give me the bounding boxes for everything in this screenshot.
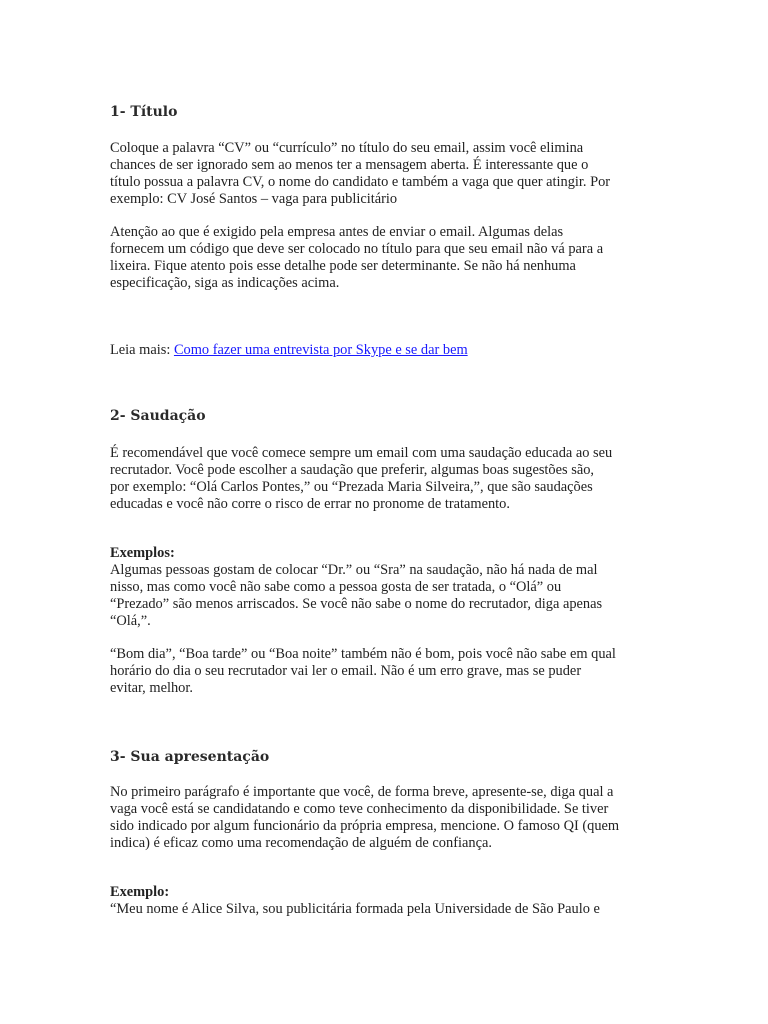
example-label: Exemplo: [110,884,170,900]
text-line: recrutador. Você pode escolher a saudação que preferir, algumas boas sugestões são, [110,462,594,478]
text-line: título possua a palavra CV, o nome do candidato e também a vaga que quer atingir. Por [110,174,611,190]
text-line: “Prezado” são menos arriscados. Se você não sabe o nome do recrutador, diga apenas [110,596,603,612]
read-more-link[interactable]: Como fazer uma entrevista por Skype e se dar bem [173,342,468,358]
text-line: especificação, siga as indicações acima. [110,275,340,291]
text-line: indica) é eficaz como uma recomendação de alguém de confiança. [110,835,492,851]
section-3-example [110,884,670,918]
section-2-heading: 2- Saudação [110,408,206,424]
text-line: fornecem um código que deve ser colocado no título para que seu email não vá para a [110,241,604,257]
text-line: Atenção ao que é exigido pela empresa antes de enviar o email. Algumas delas [110,224,564,240]
text-line: educadas e você não corre o risco de errar no pronome de tratamento. [110,496,510,512]
text-line: por exemplo: “Olá Carlos Pontes,” ou “Prezada Maria Silveira,”, que são saudações [110,479,593,495]
read-more [110,342,670,359]
section-3-paragraph-1 [110,784,670,852]
text-line: Algumas pessoas gostam de colocar “Dr.” ou “Sra” na saudação, não há nada de mal [110,562,598,578]
section-3-heading: 3- Sua apresentação [110,749,270,765]
section-1-paragraph-1 [110,140,670,208]
section-2-examples [110,545,670,630]
text-line: chances de ser ignorado sem ao menos ter a mensagem aberta. É interessante que o [110,157,589,173]
text-line: exemplo: CV José Santos – vaga para publicitário [110,191,398,207]
text-line: evitar, melhor. [110,680,193,696]
text-line: No primeiro parágrafo é importante que você, de forma breve, apresente-se, diga qual a [110,784,614,800]
text-line: “Meu nome é Alice Silva, sou publicitária formada pela Universidade de São Paulo e [110,901,600,917]
text-line: horário do dia o seu recrutador vai ler o email. Não é um erro grave, mas se puder [110,663,582,679]
read-more-prefix: Leia mais: [110,342,174,358]
text-line: lixeira. Fique atento pois esse detalhe pode ser determinante. Se não há nenhuma [110,258,576,274]
section-1-heading: 1- Título [110,104,178,120]
text-line: nisso, mas como você não sabe como a pessoa gosta de ser tratada, o “Olá” ou [110,579,562,595]
read-more-line [110,342,670,359]
examples-label: Exemplos: [110,545,175,561]
text-line: vaga você está se candidatando e como teve conhecimento da disponibilidade. Se tiver [110,801,609,817]
text-line: É recomendável que você comece sempre um email com uma saudação educada ao seu [110,445,613,461]
text-line: sido indicado por algum funcionário da própria empresa, mencione. O famoso QI (quem [110,818,620,834]
section-1-paragraph-2 [110,224,670,292]
text-line: “Bom dia”, “Boa tarde” ou “Boa noite” também não é bom, pois você não sabe em qual [110,646,616,662]
text-line: Coloque a palavra “CV” ou “currículo” no título do seu email, assim você elimina [110,140,584,156]
section-2-paragraph-1 [110,445,670,513]
section-2-paragraph-3 [110,646,670,697]
text-line: “Olá,”. [110,613,151,629]
